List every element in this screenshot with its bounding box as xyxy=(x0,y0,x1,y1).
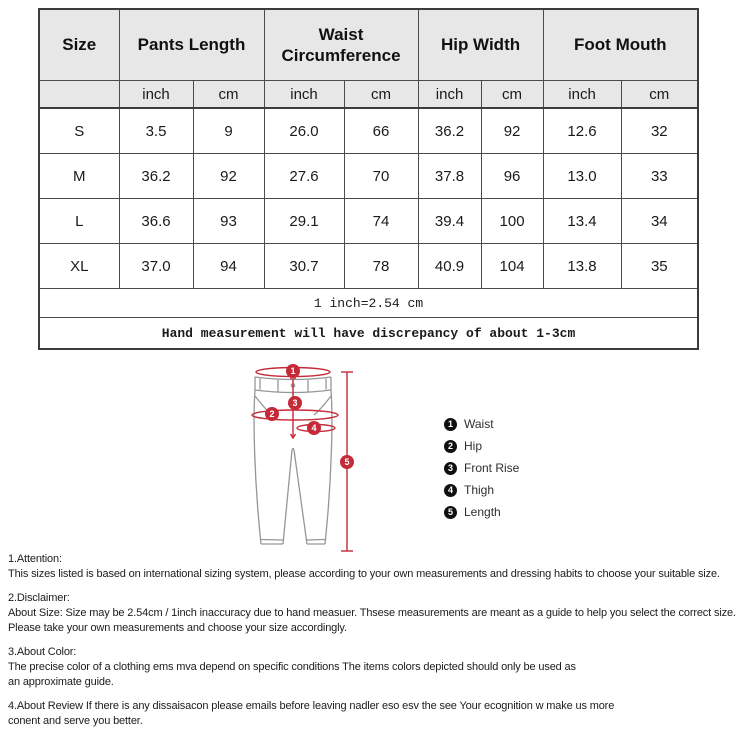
note-about-review xyxy=(8,699,750,729)
table-cell: 40.9 xyxy=(418,244,481,289)
table-cell: 96 xyxy=(481,154,543,199)
legend-number-icon: 4 xyxy=(444,484,457,497)
marker-length: 5 xyxy=(340,455,354,469)
table-row-m xyxy=(39,154,698,199)
legend-item-waist xyxy=(444,417,519,431)
note-heading: 3.About Color: xyxy=(8,646,77,658)
table-row-xl xyxy=(39,244,698,289)
size-label: XL xyxy=(39,244,119,289)
legend-number-icon: 5 xyxy=(444,506,457,519)
table-cell: 26.0 xyxy=(264,108,344,154)
table-cell: 100 xyxy=(481,199,543,244)
table-cell: 27.6 xyxy=(264,154,344,199)
column-header-size: Size xyxy=(39,9,119,81)
column-header-foot-mouth: Foot Mouth xyxy=(543,9,698,81)
table-cell: 12.6 xyxy=(543,108,621,154)
marker-front-rise: 3 xyxy=(288,396,302,410)
table-cell: 94 xyxy=(193,244,264,289)
measurement-note: Hand measurement will have discrepancy of about 1-3cm xyxy=(39,318,698,350)
table-cell: 66 xyxy=(344,108,418,154)
table-cell: 37.8 xyxy=(418,154,481,199)
note-text: an approximate guide. xyxy=(8,676,114,688)
size-label: S xyxy=(39,108,119,154)
table-row-l xyxy=(39,199,698,244)
legend-item-hip xyxy=(444,439,519,453)
column-header-pants-length: Pants Length xyxy=(119,9,264,81)
note-text: This sizes listed is based on international sizing system, please according to your own measurements and dressing habits to choose your suitable size. xyxy=(8,568,720,580)
table-cell: 3.5 xyxy=(119,108,193,154)
legend-item-length xyxy=(444,505,519,519)
table-cell: 74 xyxy=(344,199,418,244)
table-cell: 32 xyxy=(621,108,698,154)
table-row-s xyxy=(39,108,698,154)
marker-thigh: 4 xyxy=(307,421,321,435)
table-unit-row xyxy=(39,81,698,109)
unit-header-blank xyxy=(39,81,119,109)
note-text: conent and serve you better. xyxy=(8,715,143,727)
table-header-row xyxy=(39,9,698,81)
table-cell: 29.1 xyxy=(264,199,344,244)
legend-item-front-rise xyxy=(444,461,519,475)
unit-header: cm xyxy=(344,81,418,109)
table-cell: 36.2 xyxy=(119,154,193,199)
table-cell: 13.8 xyxy=(543,244,621,289)
legend-label: Length xyxy=(464,505,501,519)
marker-hip: 2 xyxy=(265,407,279,421)
conversion-note-row xyxy=(39,289,698,318)
column-header-hip-width: Hip Width xyxy=(418,9,543,81)
unit-header: inch xyxy=(119,81,193,109)
note-disclaimer xyxy=(8,591,750,636)
note-about-color xyxy=(8,645,750,690)
size-chart-table xyxy=(38,8,699,350)
table-cell: 35 xyxy=(621,244,698,289)
conversion-note: 1 inch=2.54 cm xyxy=(39,289,698,318)
legend-number-icon: 1 xyxy=(444,418,457,431)
note-text: The precise color of a clothing ems mva depend on specific conditions The items colors depicted should only be used as xyxy=(8,661,576,673)
measurement-diagram xyxy=(0,358,750,558)
note-heading: 1.Attention: xyxy=(8,553,62,565)
table-cell: 70 xyxy=(344,154,418,199)
unit-header: cm xyxy=(481,81,543,109)
legend-label: Thigh xyxy=(464,483,495,497)
size-label: M xyxy=(39,154,119,199)
table-cell: 37.0 xyxy=(119,244,193,289)
table-cell: 93 xyxy=(193,199,264,244)
diagram-legend xyxy=(444,417,519,527)
table-cell: 30.7 xyxy=(264,244,344,289)
note-attention xyxy=(8,552,750,582)
table-cell: 36.6 xyxy=(119,199,193,244)
unit-header: inch xyxy=(264,81,344,109)
table-cell: 9 xyxy=(193,108,264,154)
unit-header: inch xyxy=(543,81,621,109)
note-text: Please take your own measurements and choose your size accordingly. xyxy=(8,622,347,634)
column-header-waist-circumference: Waist Circumference xyxy=(264,9,418,81)
table-cell: 36.2 xyxy=(418,108,481,154)
note-text: About Size: Size may be 2.54cm / 1inch inaccuracy due to hand measuer. Thsese measurements are meant as a guide to help you select the correct size. xyxy=(8,607,736,619)
table-cell: 92 xyxy=(193,154,264,199)
table-cell: 92 xyxy=(481,108,543,154)
legend-item-thigh xyxy=(444,483,519,497)
table-cell: 34 xyxy=(621,199,698,244)
unit-header: cm xyxy=(621,81,698,109)
table-cell: 78 xyxy=(344,244,418,289)
legend-label: Hip xyxy=(464,439,483,453)
legend-number-icon: 2 xyxy=(444,440,457,453)
note-heading: 2.Disclaimer: xyxy=(8,592,70,604)
unit-header: inch xyxy=(418,81,481,109)
table-cell: 39.4 xyxy=(418,199,481,244)
unit-header: cm xyxy=(193,81,264,109)
marker-waist: 1 xyxy=(286,364,300,378)
size-label: L xyxy=(39,199,119,244)
notes-section xyxy=(8,552,750,738)
measurement-note-row xyxy=(39,318,698,350)
legend-number-icon: 3 xyxy=(444,462,457,475)
table-cell: 33 xyxy=(621,154,698,199)
table-cell: 104 xyxy=(481,244,543,289)
legend-label: Waist xyxy=(464,417,494,431)
table-cell: 13.0 xyxy=(543,154,621,199)
note-text: 4.About Review If there is any dissaisacon please emails before leaving nadler eso esv the see Your ecognition w make us more xyxy=(8,700,615,712)
table-cell: 13.4 xyxy=(543,199,621,244)
legend-label: Front Rise xyxy=(464,461,520,475)
